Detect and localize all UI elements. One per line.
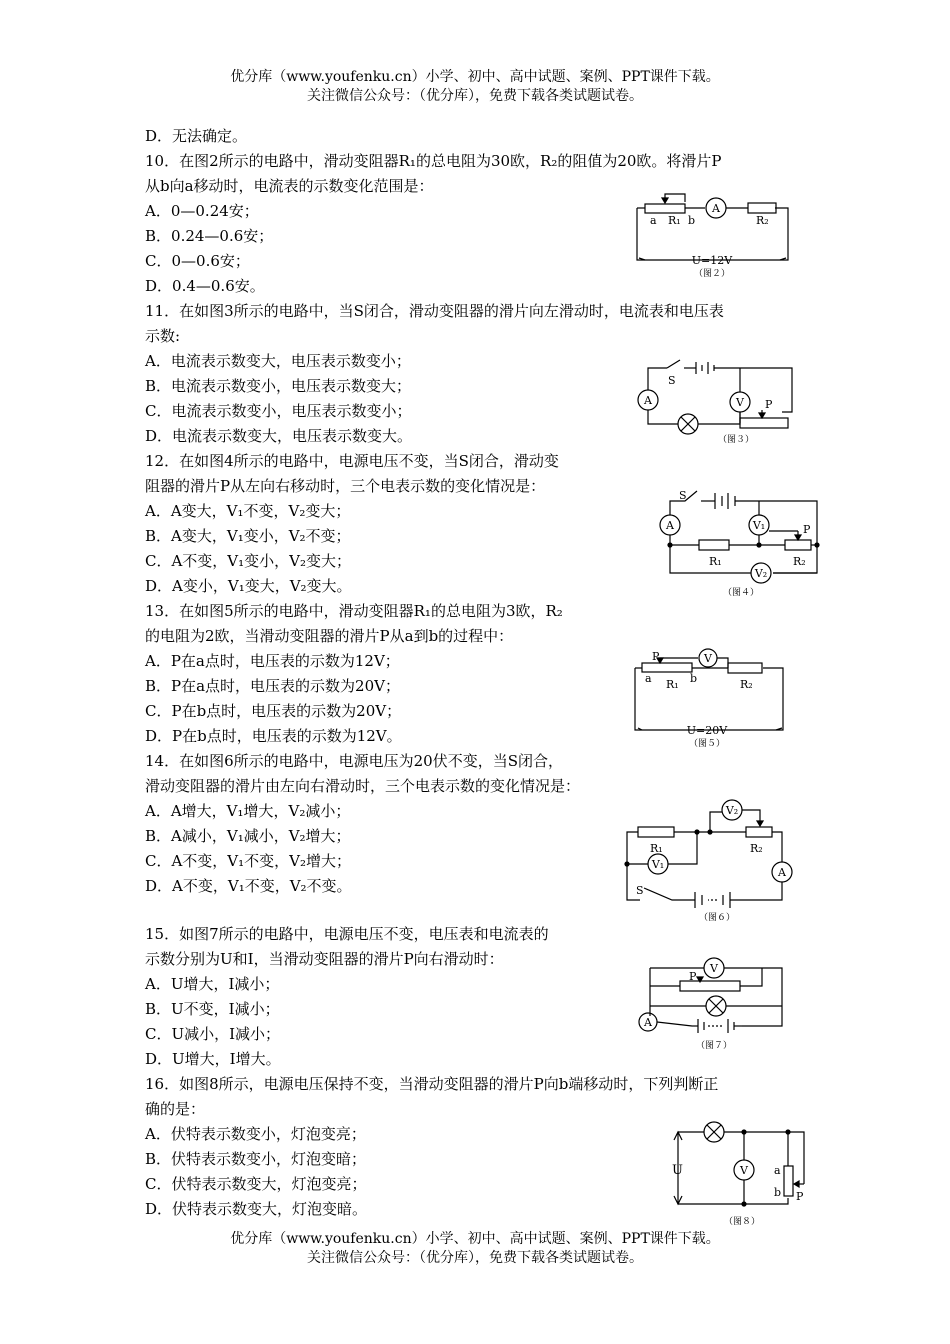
- figure-3-circuit: [632, 352, 797, 448]
- q13-option-d: D．P在b点时，电压表的示数为12V。: [145, 727, 402, 745]
- fig7-ammeter-label: A: [644, 1016, 652, 1029]
- q13-option-a: A．P在a点时，电压表的示数为12V；: [145, 652, 400, 670]
- fig5-p-label: P: [652, 650, 660, 663]
- q14-option-c: C．A不变，V₁不变，V₂增大；: [145, 852, 352, 870]
- fig2-r2-label: R₂: [756, 214, 769, 227]
- fig4-p-label: P: [803, 523, 811, 536]
- fig4-v2-label: V₂: [754, 567, 768, 580]
- fig5-a-label: a: [645, 672, 652, 685]
- q14-stem-2: 滑动变阻器的滑片由左向右滑动时，三个电表示数的变化情况是：: [145, 777, 581, 795]
- q10-option-d: D．0.4—0.6安。: [145, 277, 265, 295]
- q14-option-a: A．A增大，V₁增大，V₂减小；: [145, 802, 351, 820]
- q12-stem-1: 12．在如图4所示的电路中，电源电压不变，当S闭合，滑动变: [145, 452, 559, 470]
- q14-stem-1: 14．在如图6所示的电路中，电源电压为20伏不变，当S闭合，: [145, 752, 563, 770]
- fig4-v1-label: V₁: [752, 519, 766, 532]
- fig5-r2-label: R₂: [740, 678, 753, 691]
- q15-stem-1: 15．如图7所示的电路中，电源电压不变，电压表和电流表的: [145, 925, 549, 943]
- figure-8-circuit: [660, 1118, 810, 1234]
- footer-line-1: 优分库（www.youfenku.cn）小学、初中、高中试题、案例、PPT课件下载。: [230, 1231, 720, 1247]
- q16-option-b: B．伏特表示数变小，灯泡变暗；: [145, 1150, 367, 1168]
- q12-stem-2: 阻器的滑片P从左向右移动时，三个电表示数的变化情况是：: [145, 477, 546, 495]
- fig5-b-label: b: [690, 672, 698, 685]
- fig8-voltmeter-label: V: [740, 1164, 748, 1177]
- fig4-r2-label: R₂: [793, 555, 806, 568]
- fig2-voltage-label: U=12V: [691, 254, 733, 267]
- figure-6-circuit: [622, 796, 802, 928]
- fig4-switch-label: S: [679, 489, 687, 502]
- fig6-v2-label: V₂: [725, 804, 739, 817]
- fig2-ammeter-label: A: [712, 202, 720, 215]
- q11-option-b: B．电流表示数变小，电压表示数变大；: [145, 377, 412, 395]
- fig4-ammeter-label: A: [666, 519, 674, 532]
- fig6-v1-label: V₁: [651, 858, 665, 871]
- q11-stem-2: 示数:: [145, 327, 181, 345]
- q15-option-a: A．U增大，I减小；: [145, 975, 280, 993]
- fig8-p-label: P: [796, 1190, 804, 1203]
- fig6-r1-label: R₁: [650, 842, 663, 855]
- fig5-voltmeter-label: V: [704, 652, 712, 665]
- fig8-caption: （图８）: [723, 1217, 761, 1227]
- q10-stem-1: 10．在图2所示的电路中，滑动变阻器R₁的总电阻为30欧，R₂的阻值为20欧。将滑片P: [145, 152, 722, 170]
- fig8-u-label: U: [672, 1163, 683, 1178]
- fig5-voltage-label: U=20V: [686, 724, 728, 737]
- fig3-ammeter-label: A: [644, 394, 652, 407]
- fig6-r2-label: R₂: [750, 842, 763, 855]
- fig8-a-label: a: [774, 1164, 781, 1177]
- q9-option-d: D．无法确定。: [145, 127, 248, 145]
- q12-option-b: B．A变大，V₁变小，V₂不变；: [145, 527, 351, 545]
- q12-option-c: C．A不变，V₁变小，V₂变大；: [145, 552, 352, 570]
- fig2-b-label: b: [688, 214, 696, 227]
- figure-5-circuit: [630, 648, 790, 752]
- q14-option-d: D．A不变，V₁不变，V₂不变。: [145, 877, 352, 895]
- header-line-1: 优分库（www.youfenku.cn）小学、初中、高中试题、案例、PPT课件下载。: [230, 69, 720, 85]
- q10-option-c: C．0—0.6安；: [145, 252, 250, 270]
- q13-stem-2: 的电阻为2欧，当滑动变阻器的滑片P从a到b的过程中：: [145, 627, 514, 645]
- q10-stem-2: 从b向a移动时，电流表的示数变化范围是：: [145, 177, 434, 195]
- fig6-caption: （图６）: [698, 913, 736, 923]
- figure-4-circuit: [655, 483, 825, 605]
- q15-option-c: C．U减小，I减小；: [145, 1025, 281, 1043]
- fig7-p-label: P: [689, 970, 697, 983]
- fig7-caption: （图７）: [695, 1041, 733, 1051]
- fig2-r1-label: R₁: [668, 214, 681, 227]
- q13-stem-1: 13．在如图5所示的电路中，滑动变阻器R₁的总电阻为3欧，R₂: [145, 602, 563, 620]
- figure-7-circuit: [632, 956, 792, 1056]
- header-line-2: 关注微信公众号：（优分库），免费下载各类试题试卷。: [307, 88, 643, 104]
- q16-option-d: D．伏特表示数变大，灯泡变暗。: [145, 1200, 368, 1218]
- fig3-p-label: P: [765, 398, 773, 411]
- fig4-caption: （图４）: [722, 588, 760, 598]
- fig8-b-label: b: [774, 1186, 782, 1199]
- fig6-ammeter-label: A: [778, 866, 786, 879]
- q15-option-b: B．U不变，I减小；: [145, 1000, 280, 1018]
- fig5-caption: （图５）: [688, 739, 726, 749]
- q14-option-b: B．A减小，V₁减小，V₂增大；: [145, 827, 351, 845]
- q16-option-c: C．伏特表示数变大，灯泡变亮；: [145, 1175, 367, 1193]
- fig2-a-label: a: [650, 214, 657, 227]
- fig6-switch-label: S: [636, 884, 644, 897]
- figure-2-circuit: [630, 188, 800, 282]
- fig3-caption: （图３）: [717, 435, 755, 445]
- q13-option-c: C．P在b点时，电压表的示数为20V；: [145, 702, 402, 720]
- q12-option-a: A．A变大，V₁不变，V₂变大；: [145, 502, 351, 520]
- q11-option-c: C．电流表示数变小，电压表示数变小；: [145, 402, 412, 420]
- q16-stem-1: 16．如图8所示，电源电压保持不变，当滑动变阻器的滑片P向b端移动时，下列判断正: [145, 1075, 719, 1093]
- q10-option-b: B．0.24—0.6安；: [145, 227, 274, 245]
- footer-line-2: 关注微信公众号：（优分库），免费下载各类试题试卷。: [307, 1250, 643, 1266]
- q10-option-a: A．0—0.24安；: [145, 202, 259, 220]
- q13-option-b: B．P在a点时，电压表的示数为20V；: [145, 677, 400, 695]
- fig7-voltmeter-label: V: [710, 962, 718, 975]
- q12-option-d: D．A变小，V₁变大，V₂变大。: [145, 577, 352, 595]
- q11-option-a: A．电流表示数变大，电压表示数变小；: [145, 352, 411, 370]
- q16-option-a: A．伏特表示数变小，灯泡变亮；: [145, 1125, 366, 1143]
- q15-option-d: D．U增大，I增大。: [145, 1050, 281, 1068]
- q11-stem-1: 11．在如图3所示的电路中，当S闭合，滑动变阻器的滑片向左滑动时，电流表和电压表: [145, 302, 724, 320]
- fig3-switch-label: S: [668, 374, 676, 387]
- fig4-r1-label: R₁: [709, 555, 722, 568]
- q16-stem-2: 确的是：: [145, 1100, 206, 1118]
- fig3-voltmeter-label: V: [736, 396, 744, 409]
- q15-stem-2: 示数分别为U和I，当滑动变阻器的滑片P向右滑动时：: [145, 950, 504, 968]
- fig5-r1-label: R₁: [666, 678, 679, 691]
- q11-option-d: D．电流表示数变大，电压表示数变大。: [145, 427, 413, 445]
- fig2-caption: （图２）: [693, 269, 731, 279]
